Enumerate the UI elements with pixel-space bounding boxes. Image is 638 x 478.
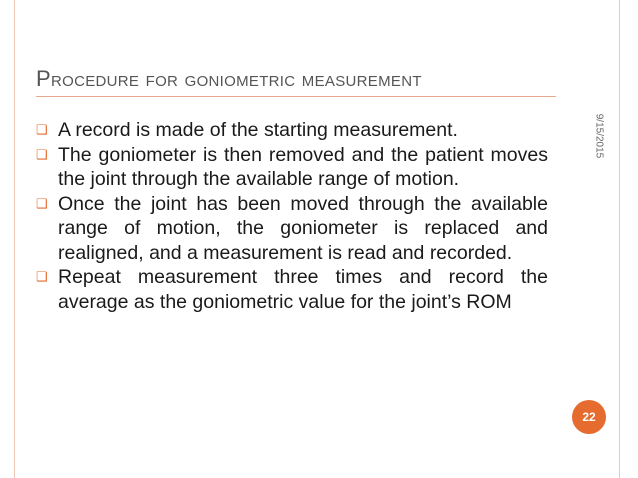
bullet-text: Once the joint has been moved through the available range of motion, the goniometer is replaced and realigned, and a measurement is read and recorded. xyxy=(58,192,548,264)
bullet-marker-icon: ❑ xyxy=(36,146,48,162)
bullet-item xyxy=(36,192,548,266)
slide-title: Procedure for goniometric measurement xyxy=(36,66,422,91)
bullet-text: The goniometer is then removed and the patient moves the joint through the available range of motion. xyxy=(58,143,548,190)
page-number-badge: 22 xyxy=(572,400,606,434)
bullet-list xyxy=(36,118,548,314)
title-underline xyxy=(36,96,556,97)
bullet-marker-icon: ❑ xyxy=(36,122,48,137)
bullet-item xyxy=(36,143,548,192)
bullet-item xyxy=(36,118,548,143)
slide-date xyxy=(592,106,606,166)
bullet-text: A record is made of the starting measurement. xyxy=(58,119,458,141)
bullet-text: Repeat measurement three times and record the average as the goniometric value for the joint’s ROM xyxy=(58,266,548,313)
bullet-marker-icon: ❑ xyxy=(36,269,48,284)
bullet-marker-icon: ❑ xyxy=(36,195,48,211)
bullet-item xyxy=(36,265,548,314)
date-label: 9/15/2015 xyxy=(593,113,605,159)
